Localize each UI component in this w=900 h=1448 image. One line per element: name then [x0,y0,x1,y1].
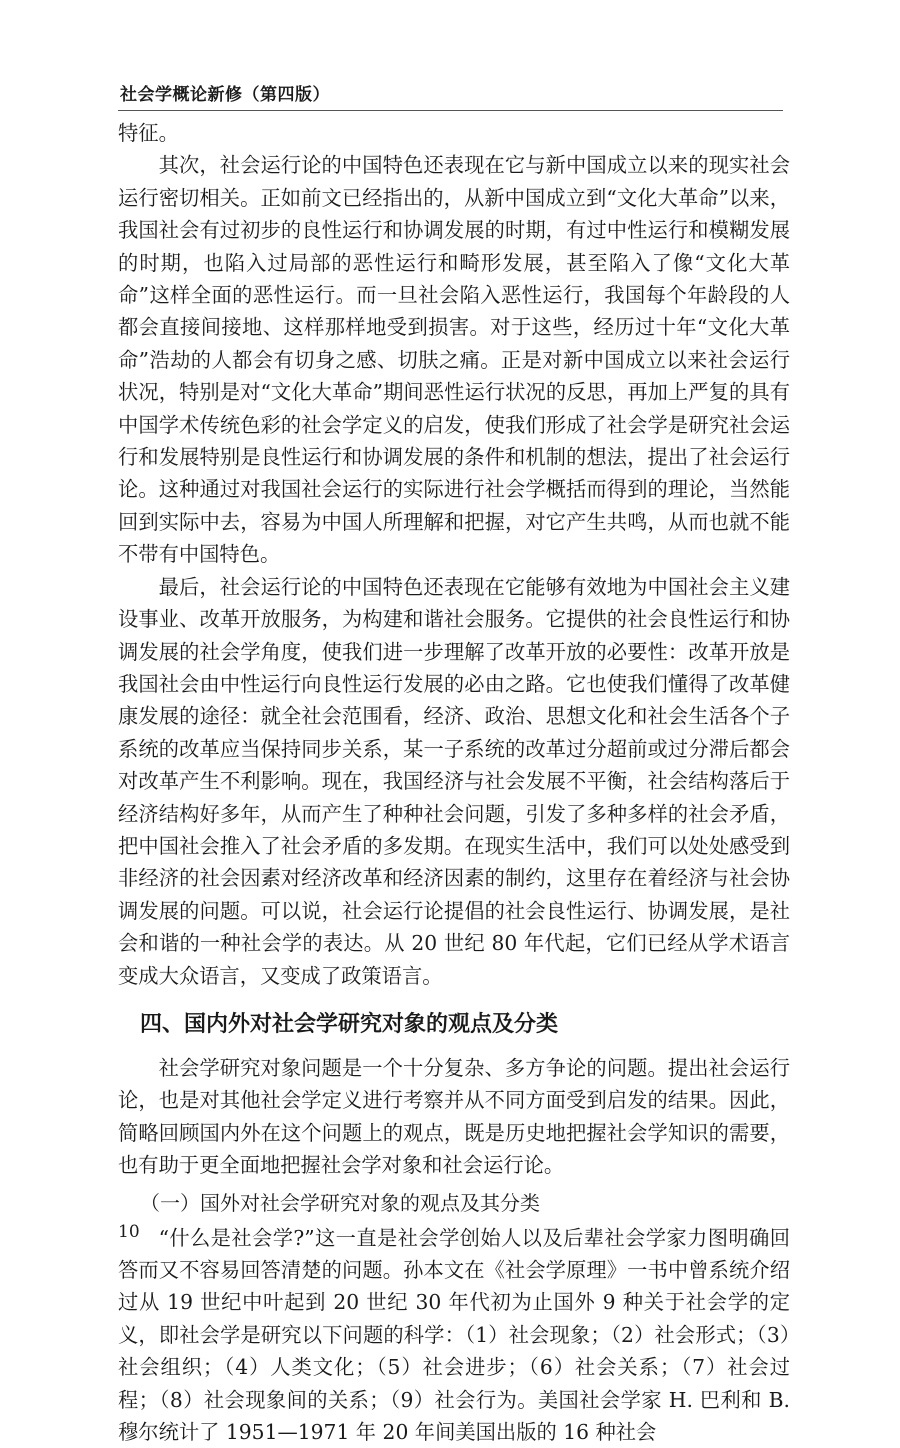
section-heading: 四、国内外对社会学研究对象的观点及分类 [140,1011,559,1037]
paragraph-final-point: 最后，社会运行论的中国特色还表现在它能够有效地为中国社会主义建设事业、改革开放服务，为构建和谐社会服务。它提供的社会良性运行和协调发展的社会学角度，使我们进一步理解了改革开放的必要性：改革开放是我国社会由中性运行向良性运行发展的必由之路。它也使我们懂得了改革健康发展的途径：就全社会范围看，经济、政治、思想文化和社会生活各个子系统的改革应当保持同步关系，某一子系统的改革过分超前或过分滞后都会对改革产生不利影响。现在，我国经济与社会发展不平衡，社会结构落后于经济结构好多年，从而产生了种种社会问题，引发了多种多样的社会矛盾，把中国社会推入了社会矛盾的多发期。在现实生活中，我们可以处处感受到非经济的社会因素对经济改革和经济因素的制约，这里存在着经济与社会协调发展的问题。可以说，社会运行论提倡的社会良性运行、协调发展，是社会和谐的一种社会学的表达。从 20 世纪 80 年代起，它们已经从学术语言变成大众语言，又变成了政策语言。 [118,574,790,988]
paragraph-definitions: “什么是社会学?”这一直是社会学创始人以及后辈社会学家力图明确回答而又不容易回答清楚的问题。孙本文在《社会学原理》一书中曾系统介绍过从 19 世纪中叶起到 20 世纪 30 年代初为止国外 9 种关于社会学的定义，即社会学是研究以下问题的科学：（1）社会现象；（2）社会形式；（3）社会组织；（4）人类文化；（5）社会进步；（6）社会关系；（7）社会过程；（8）社会现象间的关系；（9）社会行为。美国社会学家 H. 巴利和 B. 穆尔统计了 1951—1971 年 20 年间美国出版的 16 种社会 [118,1225,790,1445]
paragraph-continuation: 特征。 [118,121,179,145]
section-intro-paragraph: 社会学研究对象问题是一个十分复杂、多方争论的问题。提出社会运行论，也是对其他社会学定义进行考察并从不同方面受到启发的结果。因此，简略回顾国内外在这个问题上的观点，既是历史地把握社会学知识的需要，也有助于更全面地把握社会学对象和社会运行论。 [118,1055,790,1178]
page-number: 10 [118,1222,140,1242]
subsection-heading: （一）国外对社会学研究对象的观点及其分类 [140,1190,540,1215]
page-body [118,117,790,1448]
header-rule [118,110,783,111]
running-title: 社会学概论新修（第四版） [120,85,330,105]
paragraph-second-point: 其次，社会运行论的中国特色还表现在它与新中国成立以来的现实社会运行密切相关。正如前文已经指出的，从新中国成立到“文化大革命”以来，我国社会有过初步的良性运行和协调发展的时期，有过中性运行和模糊发展的时期，也陷入过局部的恶性运行和畸形发展，甚至陷入了像“文化大革命”这样全面的恶性运行。而一旦社会陷入恶性运行，我国每个年龄段的人都会直接间接地、这样那样地受到损害。对于这些，经历过十年“文化大革命”浩劫的人都会有切身之感、切肤之痛。正是对新中国成立以来社会运行状况，特别是对“文化大革命”期间恶性运行状况的反思，再加上严复的具有中国学术传统色彩的社会学定义的启发，使我们形成了社会学是研究社会运行和发展特别是良性运行和协调发展的条件和机制的想法，提出了社会运行论。这种通过对我国社会运行的实际进行社会学概括而得到的理论，当然能回到实际中去，容易为中国人所理解和把握，对它产生共鸣，从而也就不能不带有中国特色。 [118,153,790,567]
